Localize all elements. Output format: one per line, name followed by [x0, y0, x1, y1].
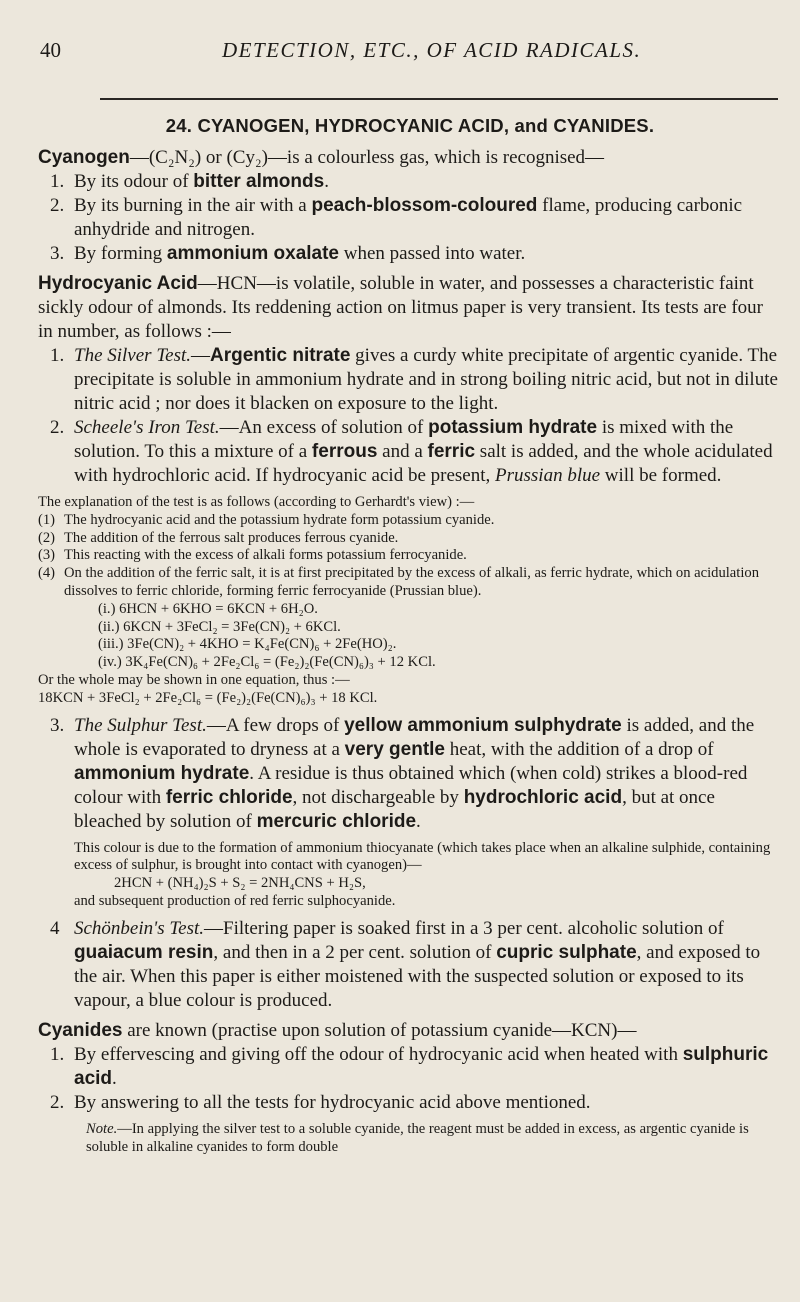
- point-number: (3): [38, 547, 56, 564]
- cyanogen-lead: Cyanogen: [38, 147, 130, 168]
- cyanides-tests: [38, 1043, 782, 1115]
- test-text: will be formed.: [600, 465, 722, 486]
- item-number: 1.: [50, 1043, 65, 1065]
- test-italic: Prussian blue: [495, 465, 601, 486]
- test-text: is mixed with the solution. To this a mixture of a: [74, 417, 734, 462]
- test-name: Schönbein's Test.: [74, 917, 205, 939]
- sulphur-test: [38, 714, 782, 834]
- test-bold: guaiacum resin: [74, 941, 214, 963]
- point-number: (4): [38, 565, 56, 582]
- explanation-block: [38, 494, 782, 708]
- hcn-intro: —HCN—is volatile, soluble in water, and possesses a characteristic faint sickly odour of almonds. Its reddening action on litmus paper is very transient. Its tests are four in number, as follows :—: [38, 273, 764, 342]
- test-text: gives a curdy white precipitate of argentic cyanide. The precipitate is soluble in ammonium hydrate and in strong boiling nitric acid, but not in dilute nitric acid ; nor does it blacken on exposure to the light.: [74, 345, 778, 414]
- item-bold: peach-blossom-coloured: [311, 195, 538, 216]
- test-text: —An excess of solution of: [219, 417, 429, 438]
- test-bold: ferrous: [311, 441, 378, 462]
- item-number: 1.: [50, 345, 65, 366]
- item-text-end: .: [324, 171, 329, 192]
- whole-equation: 18KCN + 3FeCl₂ + 2Fe₂Cl₆ = (Fe₂)₂(Fe(CN)₆)₃ + 18 KCl.: [38, 689, 378, 706]
- test-bold: ammonium hydrate: [74, 762, 250, 784]
- test-name: The Silver Test.: [74, 345, 191, 366]
- test-text: is added, and the whole is evaporated to dryness at a: [74, 714, 755, 760]
- test-text: , and exposed to the air. When this paper is either moistened with the suspected solution or exposed to its vapour, a blue colour is produced.: [74, 941, 761, 1011]
- note-text: and subsequent production of red ferric sulphocyanide.: [74, 892, 396, 909]
- cyanides-intro: are known (practise upon solution of potassium cyanide—KCN)—: [122, 1019, 637, 1041]
- cyanogen-tests: [38, 170, 782, 266]
- item-number: 1.: [50, 171, 65, 192]
- explanation-point: [38, 547, 782, 565]
- note-text: —In applying the silver test to a soluble cyanide, the reagent must be added in excess, as argentic cyanide is soluble in alkaline cyanides to form double: [86, 1120, 749, 1155]
- test-text: —A few drops of: [206, 714, 345, 736]
- test-text: . A residue is thus obtained which (when cold) strikes a blood-red colour with: [74, 762, 748, 808]
- note-text: This colour is due to the formation of ammonium thiocyanate (which takes place when an alkaline sulphide, containing excess of sulphur, is brought into contact with cyanogen)—: [74, 839, 771, 874]
- point-number: (2): [38, 529, 56, 546]
- test-text: —Filtering paper is soaked first in a 3 per cent. alcoholic solution of: [204, 917, 724, 939]
- test-bold: ferric: [427, 441, 476, 462]
- point-text: The addition of the ferrous salt produces ferrous cyanide.: [64, 529, 399, 546]
- page-header: [0, 38, 800, 78]
- test-bold: potassium hydrate: [428, 417, 598, 438]
- test-bold: cupric sulphate: [496, 941, 637, 963]
- item-number: 2.: [50, 1091, 65, 1113]
- list-item: [38, 1091, 782, 1115]
- item-text: By its burning in the air with a: [74, 195, 312, 216]
- item-text-end: when passed into water.: [339, 243, 526, 264]
- item-number: 3.: [50, 243, 65, 264]
- equation: (iv.) 3K₄Fe(CN)₆ + 2Fe₂Cl₆ = (Fe₂)₂(Fe(CN)₆)₃ + 12 KCl.: [98, 654, 436, 671]
- test-name: The Sulphur Test.: [74, 714, 207, 736]
- test-text: , but at once bleached by solution of: [74, 786, 715, 832]
- cyanides-lead: Cyanides: [38, 1019, 123, 1041]
- test-bold: ferric chloride: [165, 786, 293, 808]
- item-number: 2.: [50, 417, 65, 438]
- equation: (ii.) 6KCN + 3FeCl₂ = 3Fe(CN)₂ + 6KCl.: [98, 618, 341, 635]
- explanation-point: [38, 512, 782, 530]
- list-item: [38, 242, 782, 266]
- test-bold: yellow ammonium sulphydrate: [344, 714, 622, 736]
- item-text: By forming: [74, 243, 167, 264]
- test-text: , and then in a 2 per cent. solution of: [213, 941, 497, 963]
- running-head: DETECTION, ETC., OF ACID RADICALS.: [222, 38, 642, 62]
- equation: (iii.) 3Fe(CN)₂ + 4KHO = K₄Fe(CN)₆ + 2Fe(HO)₂.: [98, 636, 397, 653]
- test-text: .: [416, 810, 421, 832]
- page-number: 40: [40, 38, 61, 62]
- section-title: 24. CYANOGEN, HYDROCYANIC ACID, and CYANIDES.: [165, 115, 655, 136]
- equation: (i.) 6HCN + 6KHO = 6KCN + 6H₂O.: [98, 600, 318, 617]
- item-number: 2.: [50, 195, 65, 216]
- test-name: Scheele's Iron Test.: [74, 417, 220, 438]
- cyanides-paragraph: [38, 1019, 782, 1043]
- silver-test: [38, 344, 782, 416]
- item-text-end: .: [112, 1067, 117, 1089]
- cyanogen-paragraph: [38, 146, 782, 170]
- equation: 2HCN + (NH₄)₂S + S₂ = 2NH₄CNS + H₂S,: [114, 875, 366, 892]
- item-text: By its odour of: [74, 171, 194, 192]
- list-item: [38, 1043, 782, 1091]
- test-text: —: [191, 345, 210, 366]
- page-content: [38, 115, 782, 1171]
- list-item: [38, 170, 782, 194]
- note-label: Note.: [86, 1120, 118, 1137]
- item-bold: sulphuric acid: [74, 1043, 769, 1089]
- item-bold: bitter almonds: [193, 171, 325, 192]
- item-text-end: flame, producing carbonic anhydride and nitrogen.: [74, 195, 743, 240]
- test-bold: hydrochloric acid: [463, 786, 623, 808]
- explanation-point: [38, 530, 782, 548]
- item-text: By effervescing and giving off the odour of hydrocyanic acid when heated with: [74, 1043, 683, 1065]
- sulphur-note: [38, 840, 782, 911]
- test-bold: Argentic nitrate: [210, 345, 351, 366]
- item-text: By answering to all the tests for hydrocyanic acid above mentioned.: [74, 1091, 591, 1113]
- whole-equation-intro: Or the whole may be shown in one equation, thus :—: [38, 671, 350, 688]
- test-text: , not dischargeable by: [292, 786, 464, 808]
- cyanides-note: [38, 1121, 782, 1157]
- explanation-point: [38, 565, 782, 601]
- point-text: The hydrocyanic acid and the potassium hydrate form potassium cyanide.: [64, 511, 495, 528]
- point-number: (1): [38, 511, 56, 528]
- hcn-paragraph: [38, 272, 782, 344]
- item-number: 3.: [50, 714, 65, 736]
- test-text: salt is added, and the whole acidulated with hydrochloric acid. If hydrocyanic acid be present,: [74, 441, 773, 486]
- test-bold: mercuric chloride: [256, 810, 417, 832]
- test-text: heat, with the addition of a drop of: [445, 738, 714, 760]
- explanation-intro: The explanation of the test is as follows (according to Gerhardt's view) :—: [38, 494, 475, 510]
- item-bold: ammonium oxalate: [166, 243, 339, 264]
- cyanogen-intro: —(C₂N₂) or (Cy₂)—is a colourless gas, which is recognised—: [129, 147, 605, 168]
- point-text: On the addition of the ferric salt, it is at first precipitated by the excess of alkali, as ferric hydrate, which on acidulation dissolves to ferric chloride, forming ferric ferrocyanide (Prussian blue).: [64, 565, 759, 599]
- schonbein-test: [38, 917, 782, 1013]
- hcn-lead: Hydrocyanic Acid: [38, 273, 198, 294]
- list-item: [38, 194, 782, 242]
- scheele-test: [38, 416, 782, 488]
- header-rule: [100, 98, 778, 100]
- item-number: 4: [50, 917, 60, 939]
- test-text: and a: [377, 441, 428, 462]
- point-text: This reacting with the excess of alkali forms potassium ferrocyanide.: [64, 547, 467, 564]
- test-bold: very gentle: [344, 738, 445, 760]
